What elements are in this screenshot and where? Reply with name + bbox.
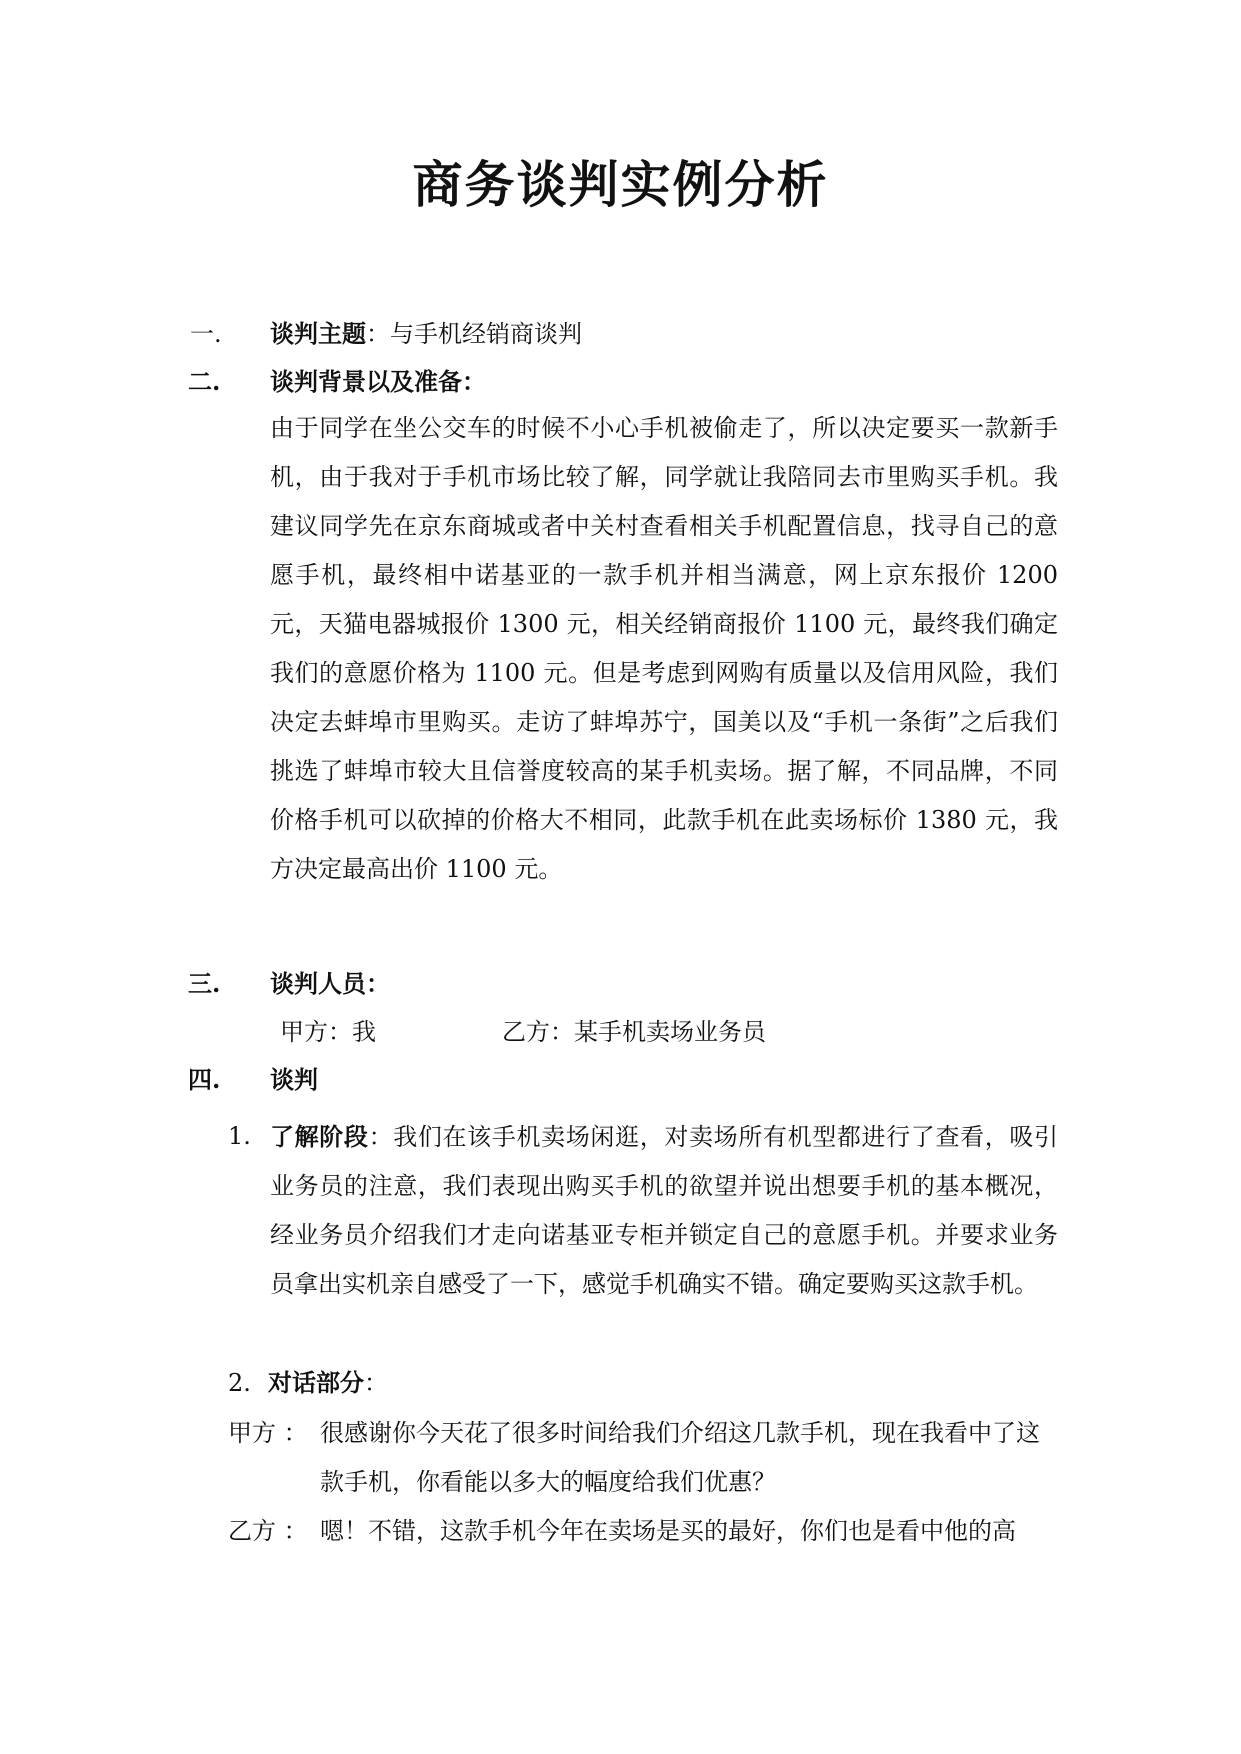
section-2-number: 二. bbox=[188, 367, 221, 396]
party-a: 甲方：我 bbox=[280, 1018, 376, 1046]
section-1-label: 谈判主题 bbox=[270, 319, 366, 348]
item-2-heading bbox=[268, 1365, 388, 1401]
section-1-number: 一. bbox=[190, 320, 222, 348]
dialogue-speaker-b: 乙方 ： bbox=[228, 1517, 308, 1545]
section-4-number: 四. bbox=[188, 1065, 221, 1094]
section-1-colon: ： bbox=[366, 320, 390, 348]
document-title: 商务谈判实例分析 bbox=[412, 155, 829, 214]
section-1-heading bbox=[270, 316, 582, 352]
section-3-number: 三. bbox=[188, 969, 221, 998]
section-3-label: 谈判人员： bbox=[270, 969, 390, 998]
item-1-label: 了解阶段 bbox=[270, 1122, 369, 1151]
item-1-colon: ： bbox=[368, 1123, 394, 1151]
item-1-number: 1. bbox=[228, 1122, 251, 1150]
section-4-label: 谈判 bbox=[270, 1065, 318, 1094]
party-b: 乙方：某手机卖场业务员 bbox=[502, 1018, 766, 1046]
item-2-number: 2. bbox=[228, 1369, 251, 1397]
item-1-paragraph bbox=[270, 1112, 1058, 1357]
item-1-text: 我们在该手机卖场闲逛，对卖场所有机型都进行了查看，吸引业务员的注意，我们表现出购买手机的欲望并说出想要手机的基本概况，经业务员介绍我们才走向诺基亚专柜并锁定自己的意愿手机。并要求业务员拿出实机亲自感受了一下，感觉手机确实不错。确定要购买这款手机。 bbox=[270, 1123, 1059, 1298]
section-2-paragraph: 由于同学在坐公交车的时候不小心手机被偷走了，所以决定要买一款新手机，由于我对于手机市场比较了解，同学就让我陪同去市里购买手机。我建议同学先在京东商城或者中关村查看相关手机配置信息，找寻自己的意愿手机，最终相中诺基亚的一款手机并相当满意，网上京东报价 1200元，天猫电器城报价 1300 元，相关经销商报价 1100 元，最终我们确定我们的意愿价格为 1100 元。但是考虑到网购有质量以及信用风险，我们决定去蚌埠市里购买。走访了蚌埠苏宁，国美以及“手机一条街”之后我们挑选了蚌埠市较大且信誉度较高的某手机卖场。据了解，不同品牌，不同价格手机可以砍掉的价格大不相同，此款手机在此卖场标价 1380 元，我方决定最高出价 1100 元。 bbox=[270, 414, 1058, 883]
section-2-label: 谈判背景以及准备： bbox=[270, 367, 486, 396]
item-2-colon: ： bbox=[364, 1369, 388, 1397]
dialogue-speaker-a: 甲方 ： bbox=[228, 1419, 308, 1447]
dialogue-line-b: 嗯！不错，这款手机今年在卖场是买的最好，你们也是看中他的高 bbox=[320, 1517, 1016, 1545]
section-1-text: 与手机经销商谈判 bbox=[390, 320, 582, 348]
item-2-label: 对话部分 bbox=[268, 1368, 364, 1397]
dialogue-line-a: 很感谢你今天花了很多时间给我们介绍这几款手机，现在我看中了这款手机，你看能以多大的幅度给我们优惠？ bbox=[320, 1419, 1040, 1496]
